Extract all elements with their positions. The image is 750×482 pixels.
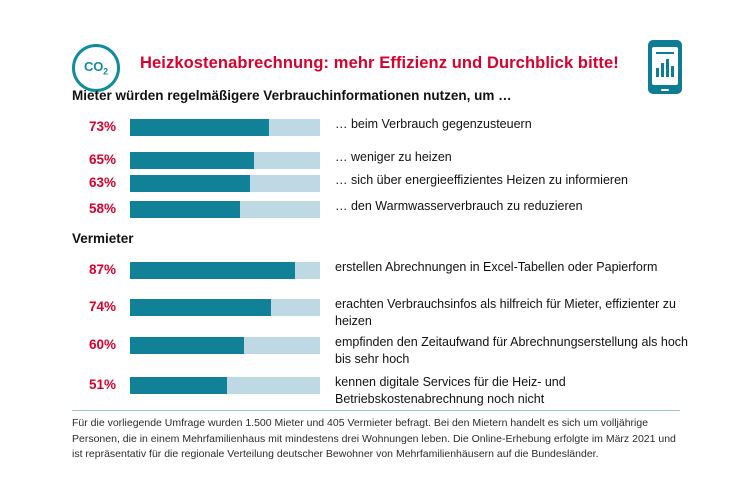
- phone-bar-3: [666, 59, 669, 77]
- smartphone-chart-icon: [648, 40, 682, 94]
- bar-fill: [130, 119, 269, 136]
- table-row: [72, 150, 692, 174]
- bar-track: [130, 119, 320, 136]
- phone-bar-4: [671, 66, 674, 77]
- bar-fill: [130, 262, 295, 279]
- table-row: [72, 260, 692, 284]
- bar-category-label: … sich über energieeffizientes Heizen zu informieren: [335, 173, 628, 187]
- bar-fill: [130, 152, 254, 169]
- bar-track: [130, 377, 320, 394]
- bar-track: [130, 337, 320, 354]
- header: [0, 18, 750, 80]
- bar-track: [130, 299, 320, 316]
- bar-value-label: 73%: [88, 119, 116, 134]
- bar-category-label: … den Warmwasserverbrauch zu reduzieren: [335, 199, 583, 213]
- bar-track: [130, 175, 320, 192]
- bar-value-label: 60%: [88, 337, 116, 352]
- footnote-text: Für die vorliegende Umfrage wurden 1.500 Mieter und 405 Vermieter befragt. Bei den Mietern handelt es sich um volljährige Personen, die in einem Mehrfamilienhaus mit mindestens drei Wohnungen leben. Die Online-Erhebung erfolgte im März 2021 und ist repräsentativ für die regionale Verteilung deutscher Bewohner von Mehrfamilienhäusern auf die Bundesländer.: [72, 417, 676, 460]
- bar-fill: [130, 201, 240, 218]
- bar-category-label: kennen digitale Services für die Heiz- und Betriebskostenabrechnung noch nicht: [335, 375, 566, 406]
- bar-track: [130, 201, 320, 218]
- bar-category-label: empfinden den Zeitaufwand für Abrechnungserstellung als hoch bis sehr hoch: [335, 335, 689, 366]
- co2-badge-label: $CO_2$: [84, 59, 108, 77]
- bar-value-label: 51%: [88, 377, 116, 392]
- bar-value-label: 63%: [88, 175, 116, 190]
- bar-category-label: … beim Verbrauch gegenzusteuern: [335, 117, 532, 131]
- bar-value-label: 87%: [88, 262, 116, 277]
- table-row: [72, 297, 692, 328]
- table-row: [72, 117, 692, 141]
- bar-track: [130, 262, 320, 279]
- bar-category-label: erstellen Abrechnungen in Excel-Tabellen oder Papierform: [335, 260, 658, 274]
- phone-screen: [652, 47, 678, 85]
- bar-track: [130, 152, 320, 169]
- bar-category-label: erachten Verbrauchsinfos als hilfreich für Mieter, effizienter zu heizen: [335, 297, 676, 328]
- bar-fill: [130, 299, 271, 316]
- bar-value-label: 58%: [88, 201, 116, 216]
- co2-badge-subscript: 2: [103, 66, 108, 77]
- co2-badge: [72, 44, 120, 92]
- bar-fill: [130, 175, 250, 192]
- bar-value-label: 74%: [88, 299, 116, 314]
- bar-value-label: 65%: [88, 152, 116, 167]
- page-title: Heizkostenabrechnung: mehr Effizienz und Durchblick bitte!: [140, 54, 619, 72]
- table-row: [72, 173, 692, 197]
- table-row: [72, 199, 692, 223]
- phone-home-indicator: [661, 89, 669, 91]
- bar-fill: [130, 377, 227, 394]
- table-row: [72, 335, 692, 366]
- phone-screen-headline: [656, 52, 674, 54]
- section-title-mieter: Mieter würden regelmäßigere Verbrauchinformationen nutzen, um …: [72, 88, 512, 103]
- footnote-divider: [72, 410, 680, 411]
- phone-screen-bars: [656, 57, 674, 77]
- phone-bar-1: [656, 68, 659, 77]
- phone-bar-2: [661, 63, 664, 77]
- bar-fill: [130, 337, 244, 354]
- table-row: [72, 375, 692, 406]
- section-title-vermieter: Vermieter: [72, 231, 134, 246]
- bar-category-label: … weniger zu heizen: [335, 150, 452, 164]
